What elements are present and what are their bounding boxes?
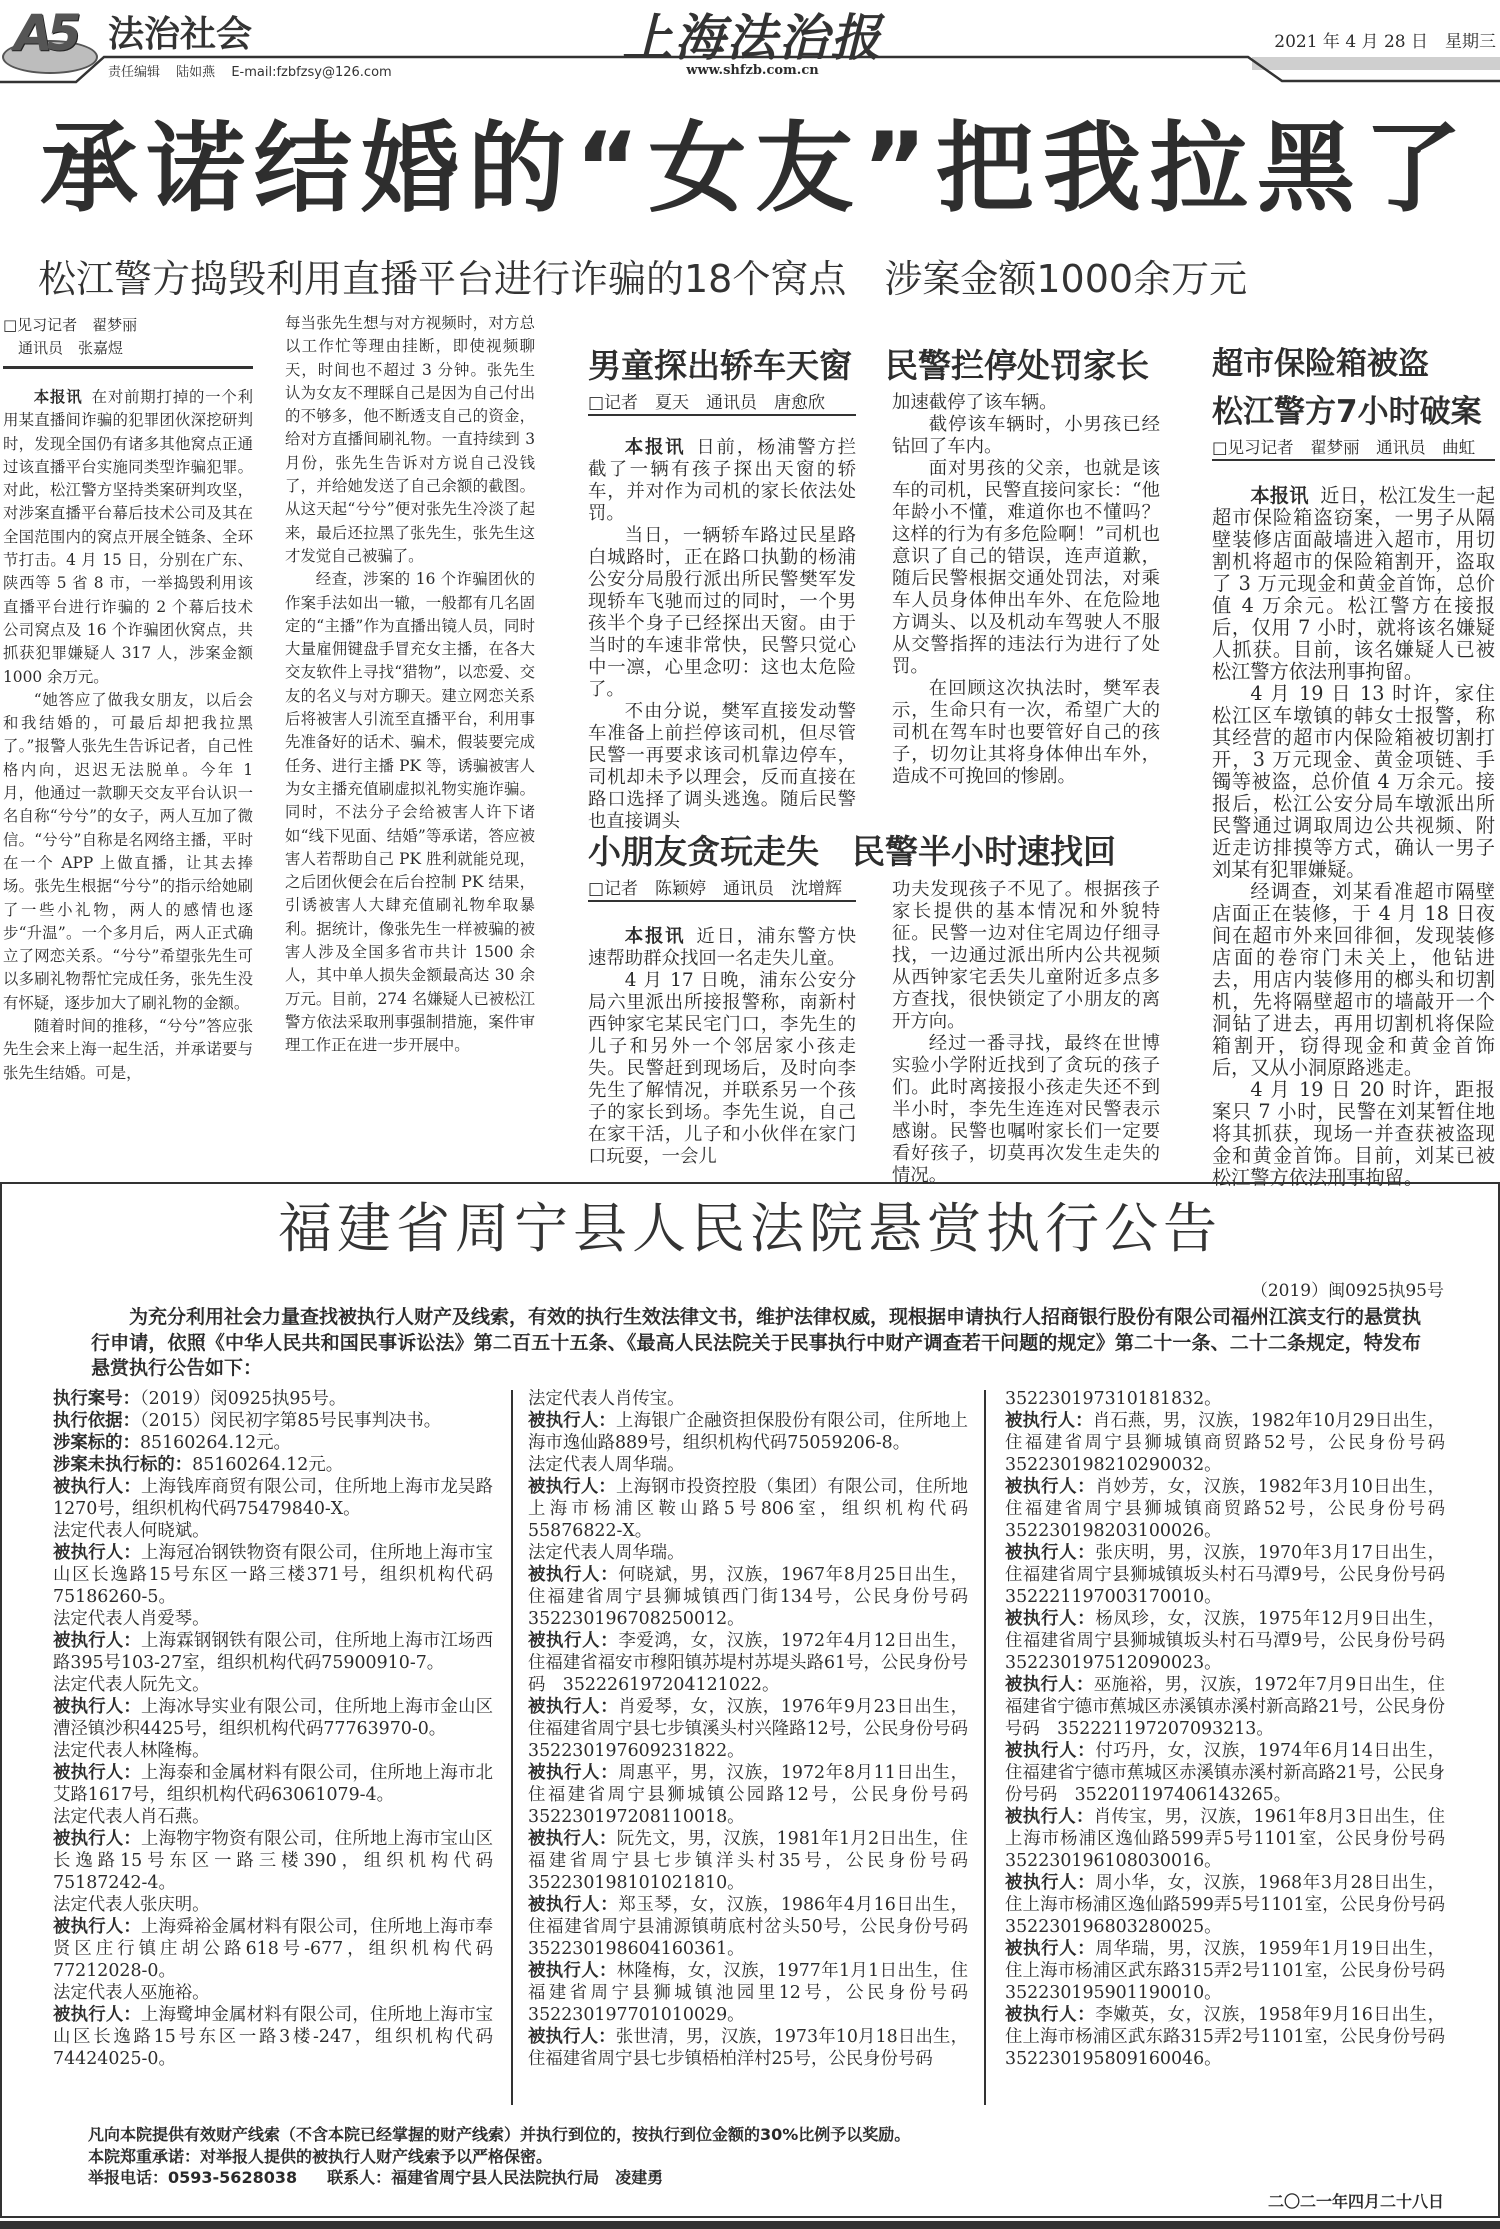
paragraph bbox=[3, 689, 253, 1015]
paragraph-text: 何晓斌，男，汉族，1967年8月25日出生，住福建省周宁县狮城镇西门街134号，公民身份号码352230196708250012。 bbox=[528, 1565, 968, 1629]
entry-label: 被执行人： bbox=[1005, 1609, 1096, 1629]
byline-correspondent: 通讯员 张嘉煜 bbox=[3, 339, 124, 357]
notice-entry bbox=[528, 2026, 968, 2070]
paragraph-text: 在对前期打掉的一个利用某直播间诈骗的犯罪团伙深挖研判时，发现全国仍有诸多其他窝点正通过该直播平台实施同类型诈骗犯罪。对此，松江警方坚持类案研判攻坚，对涉案直播平台幕后技术公司及其在全国范围内的窝点开展全链条、全环节打击。4 月 15 日，分别在广东、陕西等 5 省 8 市，一举捣毁利用该直播平台进行诈骗的 2 个幕后技术公司窝点及 16 个诈骗团伙窝点，共抓获犯罪嫌疑人 317 人，涉案金额 1000 余万元。 bbox=[3, 388, 253, 686]
notice-entry bbox=[528, 1894, 968, 1960]
entry-label: 被执行人： bbox=[1005, 1939, 1096, 1959]
paragraph bbox=[588, 437, 856, 525]
paragraph-text: 当日，一辆轿车路过民星路白城路时，正在路口执勤的杨浦公安分局殷行派出所民警樊军发现轿车飞驰而过的同时，一个男孩半个身子已经探出天窗。由于当时的车速非常快，民警只觉心中一凛，心里念叨：这也太危险了。 bbox=[588, 525, 856, 700]
paragraph bbox=[528, 1388, 968, 1410]
paragraph-text: 法定代表人阮先文。 bbox=[53, 1675, 210, 1695]
paragraph-text: 近日，浦东警方快速帮助群众找回一名走失儿童。 bbox=[588, 926, 856, 969]
notice-column-3 bbox=[1005, 1388, 1445, 2070]
entry-label: 被执行人： bbox=[528, 1697, 619, 1717]
paragraph-text: 上海银广企融资担保股份有限公司，住所地上海市逸仙路889号，组织机构代码75059206-8。 bbox=[528, 1411, 968, 1453]
page-subheadline: 松江警方捣毁利用直播平台进行诈骗的18个窝点 涉案金额1000余万元 bbox=[38, 257, 1248, 301]
column-divider bbox=[511, 1390, 513, 2105]
notice-entry bbox=[528, 1828, 968, 1894]
lead-byline bbox=[3, 314, 253, 369]
paragraph bbox=[892, 414, 1160, 458]
entry-label: 执行案号： bbox=[53, 1389, 140, 1409]
title-line: 超市保险箱被盗 bbox=[1212, 346, 1429, 382]
paragraph-text: 周华瑞，男，汉族，1959年1月19日出生，住上海市杨浦区武东路315弄2号1101室，公民身份号码352230195901190010。 bbox=[1005, 1939, 1445, 2003]
paragraph-text: 85160264.12元。 bbox=[192, 1455, 344, 1475]
paragraph bbox=[892, 879, 1160, 1033]
paragraph bbox=[528, 1542, 968, 1564]
entry-label: 被执行人： bbox=[528, 1961, 617, 1981]
column-divider bbox=[984, 1390, 986, 2105]
entry-label: 被执行人： bbox=[528, 1477, 617, 1497]
paragraph-text: 不由分说，樊军直接发动警车准备上前拦停该司机，但尽管民警一再要求该司机靠边停车，司机却未予以理会，反而直接在路口选择了调头逃逸。随后民警也直接调头 bbox=[588, 701, 856, 832]
entry-label: 被执行人： bbox=[53, 1763, 142, 1783]
paragraph-text: 法定代表人林隆梅。 bbox=[53, 1741, 210, 1761]
paragraph-text: 肖妙芳，女，汉族，1982年3月10日出生，住福建省周宁县狮城镇商贸路52号，公民身份号码352230198203100026。 bbox=[1005, 1477, 1445, 1541]
notice-entry bbox=[528, 1696, 968, 1762]
entry-label: 被执行人： bbox=[53, 1829, 142, 1849]
paragraph-text: 经过一番寻找，最终在世博实验小学附近找到了贪玩的孩子们。此时离接报小孩走失还不到半小时，李先生连连对民警表示感谢。民警也嘱咐家长们一定要看好孩子，切莫再次发生走失的情况。 bbox=[892, 1033, 1160, 1186]
notice-entry bbox=[53, 1542, 493, 1608]
paragraph-text: 上海鹭坤金属材料有限公司，住所地上海市宝山区长逸路15号东区一路3楼-247，组织机构代码74424025-0。 bbox=[53, 2005, 493, 2069]
entry-label: 执行依据： bbox=[53, 1411, 140, 1431]
entry-label: 涉案未执行标的： bbox=[53, 1455, 193, 1475]
paragraph bbox=[892, 678, 1160, 788]
entry-label: 被执行人： bbox=[53, 1697, 142, 1717]
lead-in: 本报讯 bbox=[33, 388, 83, 406]
paragraph bbox=[1005, 1388, 1445, 1410]
entry-label: 被执行人： bbox=[528, 1565, 619, 1585]
paragraph-text: 张庆明，男，汉族，1970年3月17日出生，住福建省周宁县狮城镇坂头村石马潭9号，公民身份号码352221197003170010。 bbox=[1005, 1543, 1445, 1607]
paragraph-text: 上海钱库商贸有限公司，住所地上海市龙吴路1270号，组织机构代码75479840-X。 bbox=[53, 1477, 493, 1519]
paragraph bbox=[53, 1806, 493, 1828]
confidentiality-text: 本院郑重承诺：对举报人提供的被执行人财产线索予以严格保密。 bbox=[88, 2146, 553, 2166]
paragraph-text: 上海钢市投资控股（集团）有限公司，住所地上海市杨浦区鞍山路5号806室，组织机构代码55876822-X。 bbox=[528, 1477, 968, 1541]
paragraph-text: 面对男孩的父亲，也就是该车的司机，民警直接问家长：“他年龄小不懂，难道你也不懂吗？这样的行为有多危险啊！”司机也意识了自己的错误，连声道歉，随后民警根据交通处罚法，对乘车人员身体伸出车外、在危险地方调头、以及机动车驾驶人不服从交警指挥的违法行为进行了处罚。 bbox=[892, 458, 1160, 677]
notice-entry bbox=[53, 1696, 493, 1740]
paragraph-text: 周惠平，男，汉族，1972年8月11日出生，住福建省周宁县狮城镇公园路12号，公民身份号码352230197208110018。 bbox=[528, 1763, 968, 1827]
notice-entry bbox=[1005, 1608, 1445, 1674]
notice-entry bbox=[1005, 1674, 1445, 1740]
paragraph-text: 付巧丹，女，汉族，1974年6月14日出生，住福建省宁德市蕉城区赤溪镇赤溪村新高路21号，公民身份号码 352201197406143265。 bbox=[1005, 1741, 1445, 1805]
paragraph-text: 杨凤珍，女，汉族，1975年12月9日出生，住福建省周宁县狮城镇坂头村石马潭9号，公民身份号码352230197512090023。 bbox=[1005, 1609, 1445, 1673]
notice-entry bbox=[1005, 1740, 1445, 1806]
byline-reporter: □见习记者 翟梦丽 bbox=[3, 316, 138, 334]
paragraph bbox=[53, 1608, 493, 1630]
entry-label: 被执行人： bbox=[1005, 1741, 1096, 1761]
paragraph-text: 法定代表人张庆明。 bbox=[53, 1895, 210, 1915]
paragraph-text: 周小华，女，汉族，1968年3月28日出生，住上海市杨浦区逸仙路599弄5号1101室，公民身份号码352230196803280025。 bbox=[1005, 1873, 1445, 1937]
section-title: 法治社会 bbox=[108, 14, 253, 55]
paragraph-text: 巫施裕，男，汉族，1972年7月9日出生，住福建省宁德市蕉城区赤溪镇赤溪村新高路21号，公民身份号码 352221197207093213。 bbox=[1005, 1675, 1445, 1739]
notice-entry bbox=[53, 1630, 493, 1674]
entry-label: 被执行人： bbox=[528, 2027, 616, 2047]
paragraph-text: 李嫩英，女，汉族，1958年9月16日出生，住上海市杨浦区武东路315弄2号1101室，公民身份号码352230195809160046。 bbox=[1005, 2005, 1445, 2069]
story3-byline bbox=[588, 878, 856, 902]
paragraph-text: 肖爱琴，女，汉族，1976年9月23日出生，住福建省周宁县七步镇溪头村兴隆路12号，公民身份号码352230197609231822。 bbox=[528, 1697, 968, 1761]
notice-entry bbox=[53, 1762, 493, 1806]
paragraph-text: 上海泰和金属材料有限公司，住所地上海市北艾路1617号，组织机构代码63061079-4。 bbox=[53, 1763, 493, 1805]
notice-entry bbox=[53, 1388, 493, 1410]
page-headline: 承诺结婚的“女友”把我拉黑了 bbox=[40, 112, 1471, 226]
notice-title: 福建省周宁县人民法院悬赏执行公告 bbox=[278, 1197, 1222, 1260]
byline-text: □记者 陈颖婷 通讯员 沈增辉 bbox=[588, 879, 843, 899]
contact-line bbox=[88, 2167, 910, 2189]
entry-label: 被执行人： bbox=[528, 1895, 619, 1915]
paragraph bbox=[892, 458, 1160, 678]
paragraph-text: 阮先文，男，汉族，1981年1月2日出生，住福建省周宁县七步镇洋头村35号，公民身份号码352230198101021810。 bbox=[528, 1829, 968, 1893]
byline-text: □记者 夏天 通讯员 唐愈欣 bbox=[588, 393, 826, 413]
notice-entry bbox=[53, 1828, 493, 1894]
entry-label: 被执行人： bbox=[1005, 1543, 1096, 1563]
entry-label: 被执行人： bbox=[53, 1477, 142, 1497]
notice-entry bbox=[528, 1762, 968, 1828]
paragraph bbox=[588, 701, 856, 833]
paragraph-text: 加速截停了该车辆。 bbox=[892, 392, 1058, 413]
paragraph-text: 法定代表人巫施裕。 bbox=[53, 1983, 210, 2003]
paragraph bbox=[892, 392, 1160, 414]
reward-text: 凡向本院提供有效财产线索（不含本院已经掌握的财产线索）并执行到位的，按执行到位金额的30%比例予以奖励。 bbox=[88, 2125, 911, 2144]
notice-date: 二〇二一年四月二十八日 bbox=[1267, 2192, 1444, 2211]
entry-label: 被执行人： bbox=[53, 2005, 142, 2025]
lead-story-column-2 bbox=[285, 312, 535, 1058]
paragraph-text: 功夫发现孩子不见了。根据孩子家长提供的基本情况和外貌特征。民警一边对住宅周边仔细寻找，一边通过派出所内公共视频从西钟家宅丢失儿童附近多点多方查找，很快锁定了小朋友的离开方向。 bbox=[892, 879, 1160, 1032]
paragraph-text: “她答应了做我女朋友，以后会和我结婚的，可最后却把我拉黑了。”报警人张先生告诉记者，自己性格内向，迟迟无法脱单。今年 1 月，他通过一款聊天交友平台认识一名自称“兮兮”的女子，两人互加了微信。“兮兮”自称是名网络主播，平时在一个 APP 上做直播，让其去捧场。张先生根据“兮兮”的指示给她刷了一些小礼物，两人的感情也逐步“升温”。一个多月后，两人正式确立了网恋关系。“兮兮”希望张先生可以多刷礼物帮忙完成任务，张先生没有怀疑，逐步加大了刷礼物的金额。 bbox=[3, 690, 253, 1012]
title-line: 松江警方7小时破案 bbox=[1212, 394, 1482, 430]
entry-label: 被执行人： bbox=[1005, 1873, 1096, 1893]
paragraph-text: 法定代表人肖传宝。 bbox=[528, 1389, 685, 1409]
story4-byline bbox=[1212, 437, 1495, 461]
page-bottom-bar bbox=[0, 2221, 1500, 2229]
notice-entry bbox=[528, 1630, 968, 1696]
paragraph bbox=[53, 1982, 493, 2004]
lead-in: 本报讯 bbox=[624, 926, 686, 947]
editor-label: 责任编辑 bbox=[108, 65, 161, 80]
paragraph-text: 近日，松江发生一起超市保险箱盗窃案，一男子从隔壁装修店面敲墙进入超市，用切割机将超市的保险箱割开，盗取了 3 万元现金和黄金首饰，总价值 4 万余元。松江警方在接报后，仅用 7 小时，就将该名嫌疑人抓获。目前，该名嫌疑人已被松江警方依法刑事拘留。 bbox=[1212, 484, 1496, 683]
paragraph-text: （2015）闵民初字第85号民事判决书。 bbox=[139, 1411, 442, 1431]
paragraph-text: 经调查，刘某看准超市隔壁店面正在装修，于 4 月 18 日夜间在超市外来回徘徊，发现装修店面的卷帘门未关上，他钻进去，用店内装修用的榔头和切割机，先将隔壁超市的墙敲开一个洞钻了进去，再用切割机将保险箱割开，窃得现金和黄金首饰后，又从小洞原路逃走。 bbox=[1212, 880, 1495, 1079]
paragraph-text: 经查，涉案的 16 个诈骗团伙的作案手法如出一辙，一般都有几名固定的“主播”作为直播出镜人员，同时大量雇佣键盘手冒充女主播，在各大交友软件上寻找“猎物”，以恋爱、交友的名义与对方聊天。建立网恋关系后将被害人引流至直播平台，利用事先准备好的话术、骗术，假装要完成任务、进行主播 PK 等，诱骗被害人为女主播充值刷虚拟礼物实施诈骗。同时，不法分子会给被害人许下诸如“线下见面、结婚”等承诺，答应被害人若帮助自己 PK 胜利就能兑现，之后团伙便会在后台控制 PK 结果，引诱被害人大肆充值刷礼物牟取暴利。据统计，像张先生一样被骗的被害人涉及全国多省市共计 1500 余人，其中单人损失金额最高达 30 余万元。目前，274 名嫌疑人已被松江警方依法采取刑事强制措施，案件审理工作正在进一步开展中。 bbox=[285, 570, 535, 1055]
entry-label: 被执行人： bbox=[528, 1411, 617, 1431]
story3-column-1 bbox=[588, 926, 856, 1168]
notice-entry bbox=[1005, 1410, 1445, 1476]
paragraph-text: 肖石燕，男，汉族，1982年10月29日出生，住福建省周宁县狮城镇商贸路52号，公民身份号码352230198210290032。 bbox=[1005, 1411, 1445, 1475]
paragraph bbox=[588, 926, 856, 970]
story4-title bbox=[1212, 340, 1482, 436]
editor-info bbox=[108, 61, 404, 80]
notice-entry bbox=[53, 1432, 493, 1454]
notice-entry bbox=[1005, 1806, 1445, 1872]
paragraph-text: 法定代表人周华瑞。 bbox=[528, 1543, 685, 1563]
entry-label: 被执行人： bbox=[528, 1829, 617, 1849]
lead-story-column-1 bbox=[3, 386, 253, 1085]
editor-email[interactable]: E-mail:fzbfzsy@126.com bbox=[231, 65, 392, 80]
entry-label: 涉案标的： bbox=[53, 1433, 140, 1453]
paragraph-text: 4 月 19 日 20 时许，距报案只 7 小时，民警在刘某暂住地将其抓获，现场一并查获被盗现金和黄金首饰。目前，刘某已被松江警方依法刑事拘留。 bbox=[1212, 1078, 1495, 1189]
story2-column-1 bbox=[588, 437, 856, 833]
notice-case-ref: （2019）闽0925执95号 bbox=[1250, 1281, 1444, 1301]
paragraph-text: 352230197310181832。 bbox=[1005, 1389, 1222, 1409]
story2-column-2 bbox=[892, 392, 1160, 788]
notice-entry bbox=[53, 1410, 493, 1432]
report-phone: 举报电话：0593-5628038 bbox=[88, 2168, 298, 2188]
entry-label: 被执行人： bbox=[1005, 2005, 1096, 2025]
paragraph-text: 法定代表人肖爱琴。 bbox=[53, 1609, 210, 1629]
paragraph bbox=[53, 1520, 493, 1542]
paragraph-text: （2019）闵0925执95号。 bbox=[139, 1389, 347, 1409]
entry-label: 被执行人： bbox=[1005, 1477, 1096, 1497]
paragraph-text: 肖传宝，男，汉族，1961年8月3日出生，住上海市杨浦区逸仙路599弄5号1101室，公民身份号码352230196108030016。 bbox=[1005, 1807, 1445, 1871]
entry-label: 被执行人： bbox=[53, 1543, 142, 1563]
byline-text: □见习记者 翟梦丽 通讯员 曲虹 bbox=[1212, 438, 1476, 457]
paragraph-text: 上海物宇物资有限公司，住所地上海市宝山区长逸路15号东区一路三楼390，组织机构代码75187242-4。 bbox=[53, 1829, 493, 1893]
paragraph bbox=[3, 386, 253, 689]
paragraph bbox=[588, 970, 856, 1168]
paragraph bbox=[528, 1454, 968, 1476]
paragraph bbox=[53, 1740, 493, 1762]
notice-entry bbox=[53, 2004, 493, 2070]
page-badge: A5 bbox=[0, 4, 100, 74]
paragraph-text: 郑玉琴，女，汉族，1986年4月16日出生，住福建省周宁县浦源镇萌底村岔头50号，公民身份号码352230198604160361。 bbox=[528, 1895, 968, 1959]
notice-column-1 bbox=[53, 1388, 493, 2070]
paragraph-text: 李爱鸿，女，汉族，1972年4月12日出生，住福建省福安市穆阳镇苏堤村苏堤头路61号，公民身份号码 352226197204121022。 bbox=[528, 1631, 968, 1695]
issue-date: 2021 年 4 月 28 日 星期三 bbox=[1274, 32, 1496, 52]
notice-entry bbox=[1005, 1476, 1445, 1542]
story2-byline bbox=[588, 392, 856, 416]
paragraph-text: 法定代表人肖石燕。 bbox=[53, 1807, 210, 1827]
paragraph-text: 林隆梅，女，汉族，1977年1月1日出生，住福建省周宁县狮城镇池园里12号，公民身份号码352230197701010029。 bbox=[528, 1961, 968, 2025]
notice-entry bbox=[53, 1454, 493, 1476]
entry-label: 被执行人： bbox=[1005, 1675, 1094, 1695]
paragraph-text: 上海霖钢钢铁有限公司，住所地上海市江场西路395号103-27室，组织机构代码75900910-7。 bbox=[53, 1631, 493, 1673]
notice-entry bbox=[53, 1916, 493, 1982]
lead-in: 本报讯 bbox=[624, 437, 686, 458]
paragraph-text: 随着时间的推移，“兮兮”答应张先生会来上海一起生活，并承诺要与张先生结婚。可是， bbox=[3, 1017, 253, 1082]
notice-column-2 bbox=[528, 1388, 968, 2070]
paragraph-text: 4 月 17 日晚，浦东公安分局六里派出所接报警称，南新村西钟家宅某民宅门口，李先生的儿子和另外一个邻居家小孩走失。民警赶到现场后，及时向李先生了解情况，并联系另一个孩子的家长到场。李先生说，自己在家干活，儿子和小伙伴在家门口玩耍，一会儿 bbox=[588, 970, 856, 1167]
paragraph bbox=[285, 568, 535, 1057]
paragraph bbox=[1212, 881, 1495, 1079]
entry-label: 被执行人： bbox=[528, 1763, 619, 1783]
paragraph-text: 85160264.12元。 bbox=[139, 1433, 291, 1453]
story4-column bbox=[1212, 485, 1495, 1189]
notice-intro: 为充分利用社会力量查找被执行人财产及线索，有效的执行生效法律文书，维护法律权威，现根据申请执行人招商银行股份有限公司福州江滨支行的悬赏执行申请，依照《中华人民共和国民事诉讼法》第二百五十五条、《最高人民法院关于民事执行中财产调查若干问题的规定》第二十一条、二十二条规定，特发布悬赏执行公告如下： bbox=[91, 1306, 1422, 1379]
lead-in: 本报讯 bbox=[1250, 484, 1309, 507]
paragraph bbox=[53, 1674, 493, 1696]
paragraph-text: 上海冠冶钢铁物资有限公司，住所地上海市宝山区长逸路15号东区一路三楼371号，组织机构代码75186260-5。 bbox=[53, 1543, 493, 1607]
story3-column-2 bbox=[892, 879, 1160, 1187]
entry-label: 被执行人： bbox=[53, 1631, 142, 1651]
notice-entry bbox=[528, 1960, 968, 2026]
notice-entry bbox=[1005, 2004, 1445, 2070]
notice-entry bbox=[528, 1564, 968, 1630]
notice-entry bbox=[1005, 1872, 1445, 1938]
paragraph bbox=[1212, 485, 1495, 683]
website-link[interactable]: www.shfzb.com.cn bbox=[686, 63, 819, 78]
paragraph bbox=[1212, 683, 1495, 881]
paragraph bbox=[588, 525, 856, 701]
notice-entry bbox=[528, 1410, 968, 1454]
paragraph-text: 日前，杨浦警方拦截了一辆有孩子探出天窗的轿车，并对作为司机的家长依法处罚。 bbox=[588, 437, 856, 524]
paragraph-text: 张世清，男，汉族，1973年10月18日出生，住福建省周宁县七步镇梧柏洋村25号，公民身份号码 bbox=[528, 2027, 968, 2069]
paragraph-text: 在回顾这次执法时，樊军表示，生命只有一次，希望广大的司机在驾车时也要管好自己的孩子，切勿让其将身体伸出车外，造成不可挽回的惨剧。 bbox=[892, 678, 1160, 787]
paragraph-text: 截停该车辆时，小男孩已经钻回了车内。 bbox=[892, 414, 1160, 457]
entry-label: 被执行人： bbox=[528, 1631, 619, 1651]
entry-label: 被执行人： bbox=[53, 1917, 142, 1937]
paragraph bbox=[53, 1894, 493, 1916]
entry-label: 被执行人： bbox=[1005, 1411, 1093, 1431]
story2-title: 男童探出轿车天窗 民警拦停处罚家长 bbox=[588, 346, 1149, 385]
paragraph-text: 法定代表人周华瑞。 bbox=[528, 1455, 685, 1475]
paragraph bbox=[3, 1015, 253, 1085]
story3-title: 小朋友贪玩走失 民警半小时速找回 bbox=[588, 832, 1116, 871]
paragraph-text: 上海冰导实业有限公司，住所地上海市金山区漕泾镇沙积4425号，组织机构代码77763970-0。 bbox=[53, 1697, 493, 1739]
notice-entry bbox=[1005, 1542, 1445, 1608]
paragraph-text: 每当张先生想与对方视频时，对方总以工作忙等理由挂断，即使视频聊天，时间也不超过 3 分钟。张先生认为女友不理睬自己是因为自己付出的不够多，他不断透支自己的资金，给对方直播间刷礼物。一直持续到 3 月份，张先生告诉对方说自己没钱了，并给她发送了自己余额的截图。从这天起“兮兮”便对张先生冷淡了起来，最后还拉黑了张先生，张先生这才发觉自己被骗了。 bbox=[285, 314, 535, 565]
paragraph bbox=[285, 312, 535, 568]
masthead-logo: 上海法治报 bbox=[622, 8, 883, 67]
entry-label: 被执行人： bbox=[1005, 1807, 1094, 1827]
paragraph-text: 上海舜裕金属材料有限公司，住所地上海市奉贤区庄行镇庄胡公路618号-677，组织机构代码77212028-0。 bbox=[53, 1917, 493, 1981]
notice-entry bbox=[528, 1476, 968, 1542]
contact-person: 联系人：福建省周宁县人民法院执行局 凌建勇 bbox=[327, 2168, 664, 2188]
paragraph-text: 法定代表人何晓斌。 bbox=[53, 1521, 210, 1541]
notice-entry bbox=[1005, 1938, 1445, 2004]
editor-name: 陆如燕 bbox=[176, 65, 216, 80]
paragraph-text: 4 月 19 日 13 时许，家住松江区车墩镇的韩女士报警，称其经营的超市内保险箱被切割打开，3 万元现金、黄金项链、手镯等被盗，总价值 4 万余元。接报后，松江公安分局车墩派出所民警通过调取周边公共视频、附近走访排摸等方式，确认一男子刘某有犯罪嫌疑。 bbox=[1212, 682, 1495, 881]
paragraph bbox=[1212, 1079, 1495, 1189]
notice-footer bbox=[88, 2124, 910, 2189]
notice-entry bbox=[53, 1476, 493, 1520]
paragraph bbox=[892, 1033, 1160, 1187]
